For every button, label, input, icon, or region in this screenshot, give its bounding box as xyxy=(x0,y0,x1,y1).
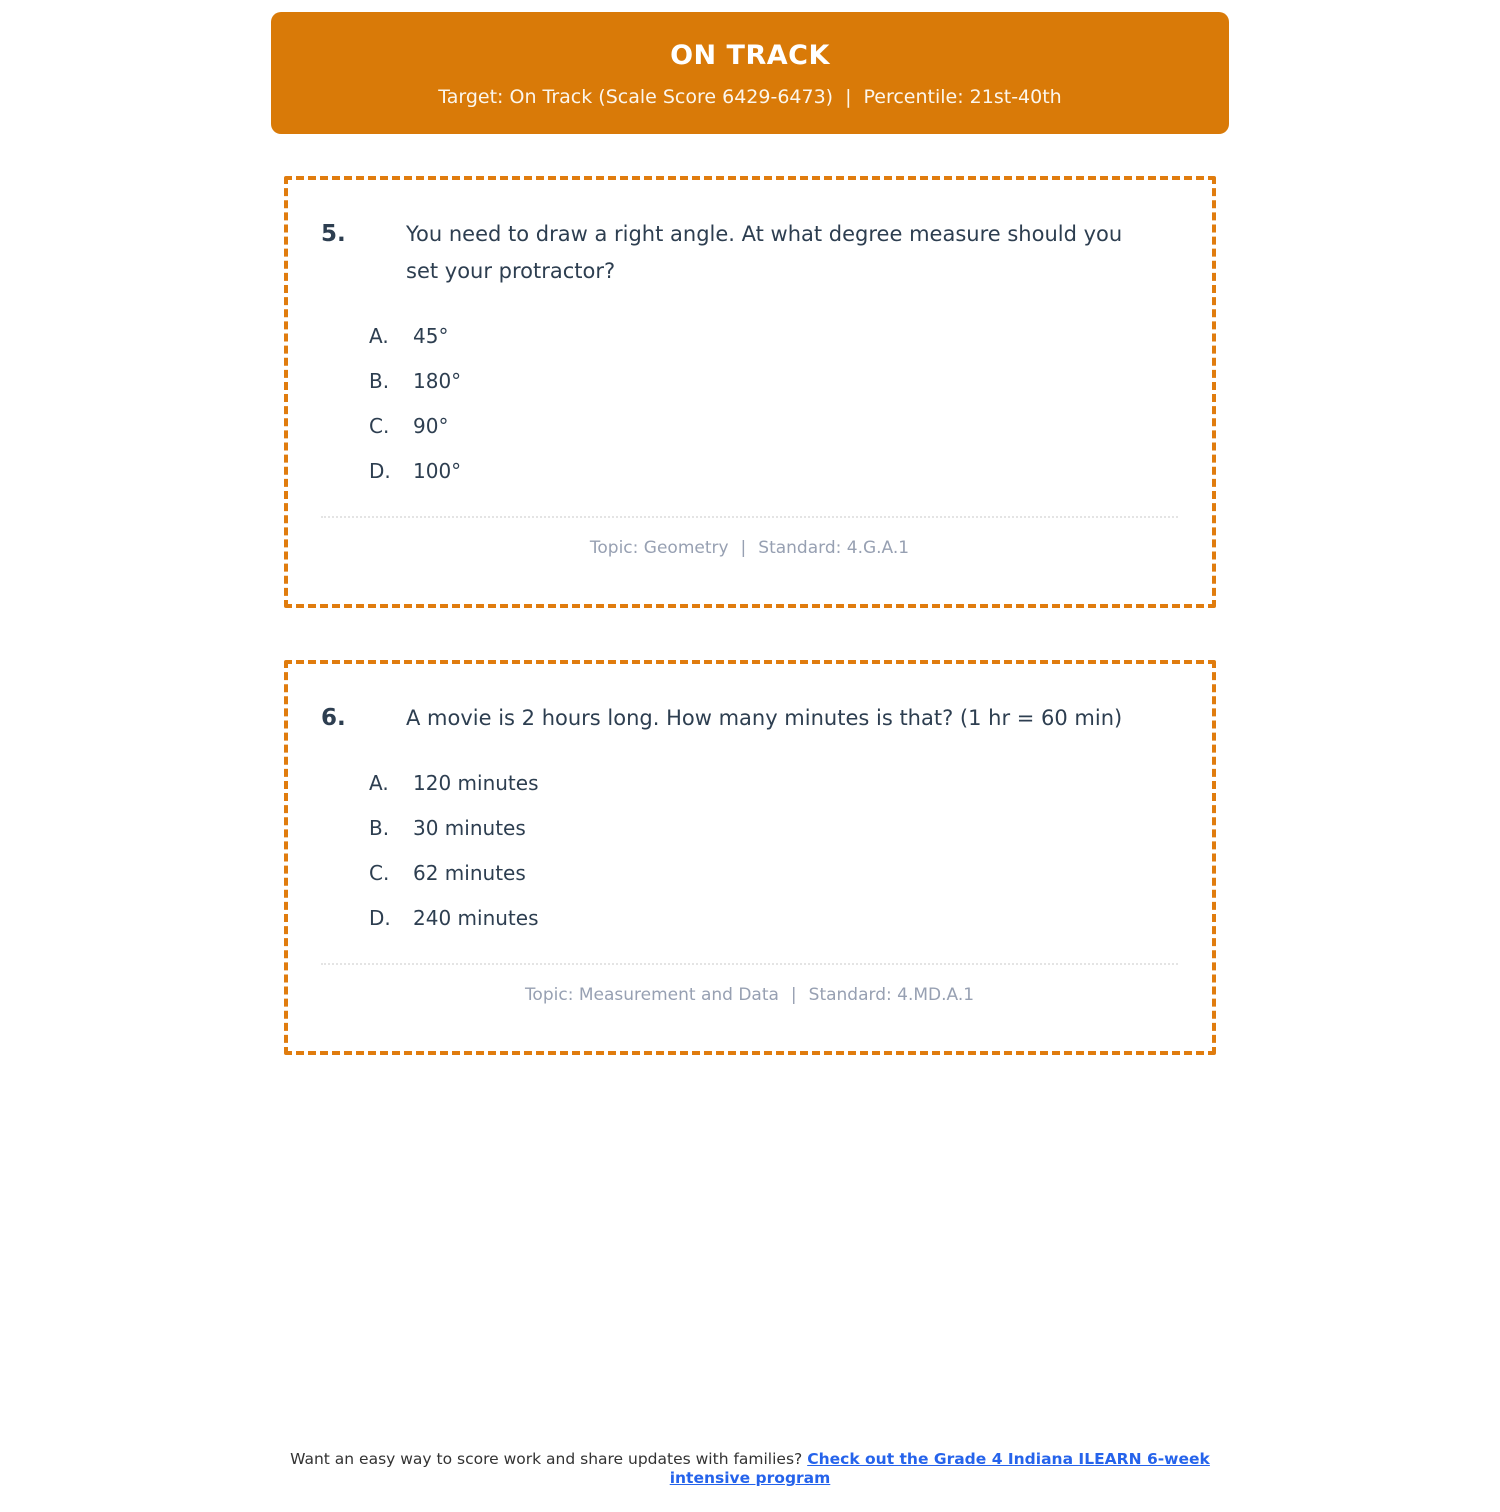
topic-text: Topic: Geometry xyxy=(589,538,729,558)
topic-text: Topic: Measurement and Data xyxy=(524,985,779,1005)
option-letter: A. xyxy=(369,771,389,795)
option-row-b xyxy=(321,359,1178,404)
header-banner xyxy=(271,12,1229,134)
topic-line xyxy=(321,985,1178,1021)
option-row-c xyxy=(321,851,1178,896)
question-text: You need to draw a right angle. At what degree measure should you set your protractor? xyxy=(406,222,1123,283)
option-text: 62 minutes xyxy=(413,861,526,885)
question-card-5 xyxy=(284,176,1216,608)
option-text: 45° xyxy=(413,324,449,348)
question-row xyxy=(321,216,1178,290)
option-text: 30 minutes xyxy=(413,816,526,840)
option-text: 180° xyxy=(413,369,462,393)
option-text: 100° xyxy=(413,459,462,483)
standard-text: Standard: 4.MD.A.1 xyxy=(808,985,975,1005)
footer-link[interactable]: Check out the Grade 4 Indiana ILEARN 6-week intensive program xyxy=(669,1450,1210,1487)
question-card-6 xyxy=(284,660,1216,1055)
header-subtitle xyxy=(291,86,1209,108)
option-row-a xyxy=(321,761,1178,806)
options-list xyxy=(321,314,1178,494)
option-row-d xyxy=(321,449,1178,494)
option-row-b xyxy=(321,806,1178,851)
option-letter: A. xyxy=(369,324,389,348)
option-row-a xyxy=(321,314,1178,359)
card-divider xyxy=(321,963,1178,965)
option-letter: C. xyxy=(369,414,390,438)
question-row xyxy=(321,700,1178,737)
option-text: 240 minutes xyxy=(413,906,539,930)
header-title: ON TRACK xyxy=(670,40,830,71)
topic-line xyxy=(321,538,1178,574)
topic-separator: | xyxy=(740,538,747,558)
standard-text: Standard: 4.G.A.1 xyxy=(758,538,910,558)
question-number: 6. xyxy=(321,705,346,731)
question-text: A movie is 2 hours long. How many minutes is that? (1 hr = 60 min) xyxy=(406,706,1123,730)
option-letter: B. xyxy=(369,816,390,840)
option-text: 90° xyxy=(413,414,449,438)
options-list xyxy=(321,761,1178,941)
option-text: 120 minutes xyxy=(413,771,539,795)
header-target-text: Target: On Track (Scale Score 6429-6473) xyxy=(438,86,834,108)
topic-separator: | xyxy=(790,985,797,1005)
header-subtitle-separator: | xyxy=(845,86,852,108)
option-letter: D. xyxy=(369,459,391,483)
question-number: 5. xyxy=(321,221,346,247)
header-percentile-text: Percentile: 21st-40th xyxy=(863,86,1062,108)
option-row-d xyxy=(321,896,1178,941)
option-letter: C. xyxy=(369,861,390,885)
page-footer xyxy=(275,1450,1225,1488)
option-row-c xyxy=(321,404,1178,449)
option-letter: B. xyxy=(369,369,390,393)
option-letter: D. xyxy=(369,906,391,930)
card-divider xyxy=(321,516,1178,518)
footer-text: Want an easy way to score work and share updates with families? xyxy=(290,1450,803,1468)
